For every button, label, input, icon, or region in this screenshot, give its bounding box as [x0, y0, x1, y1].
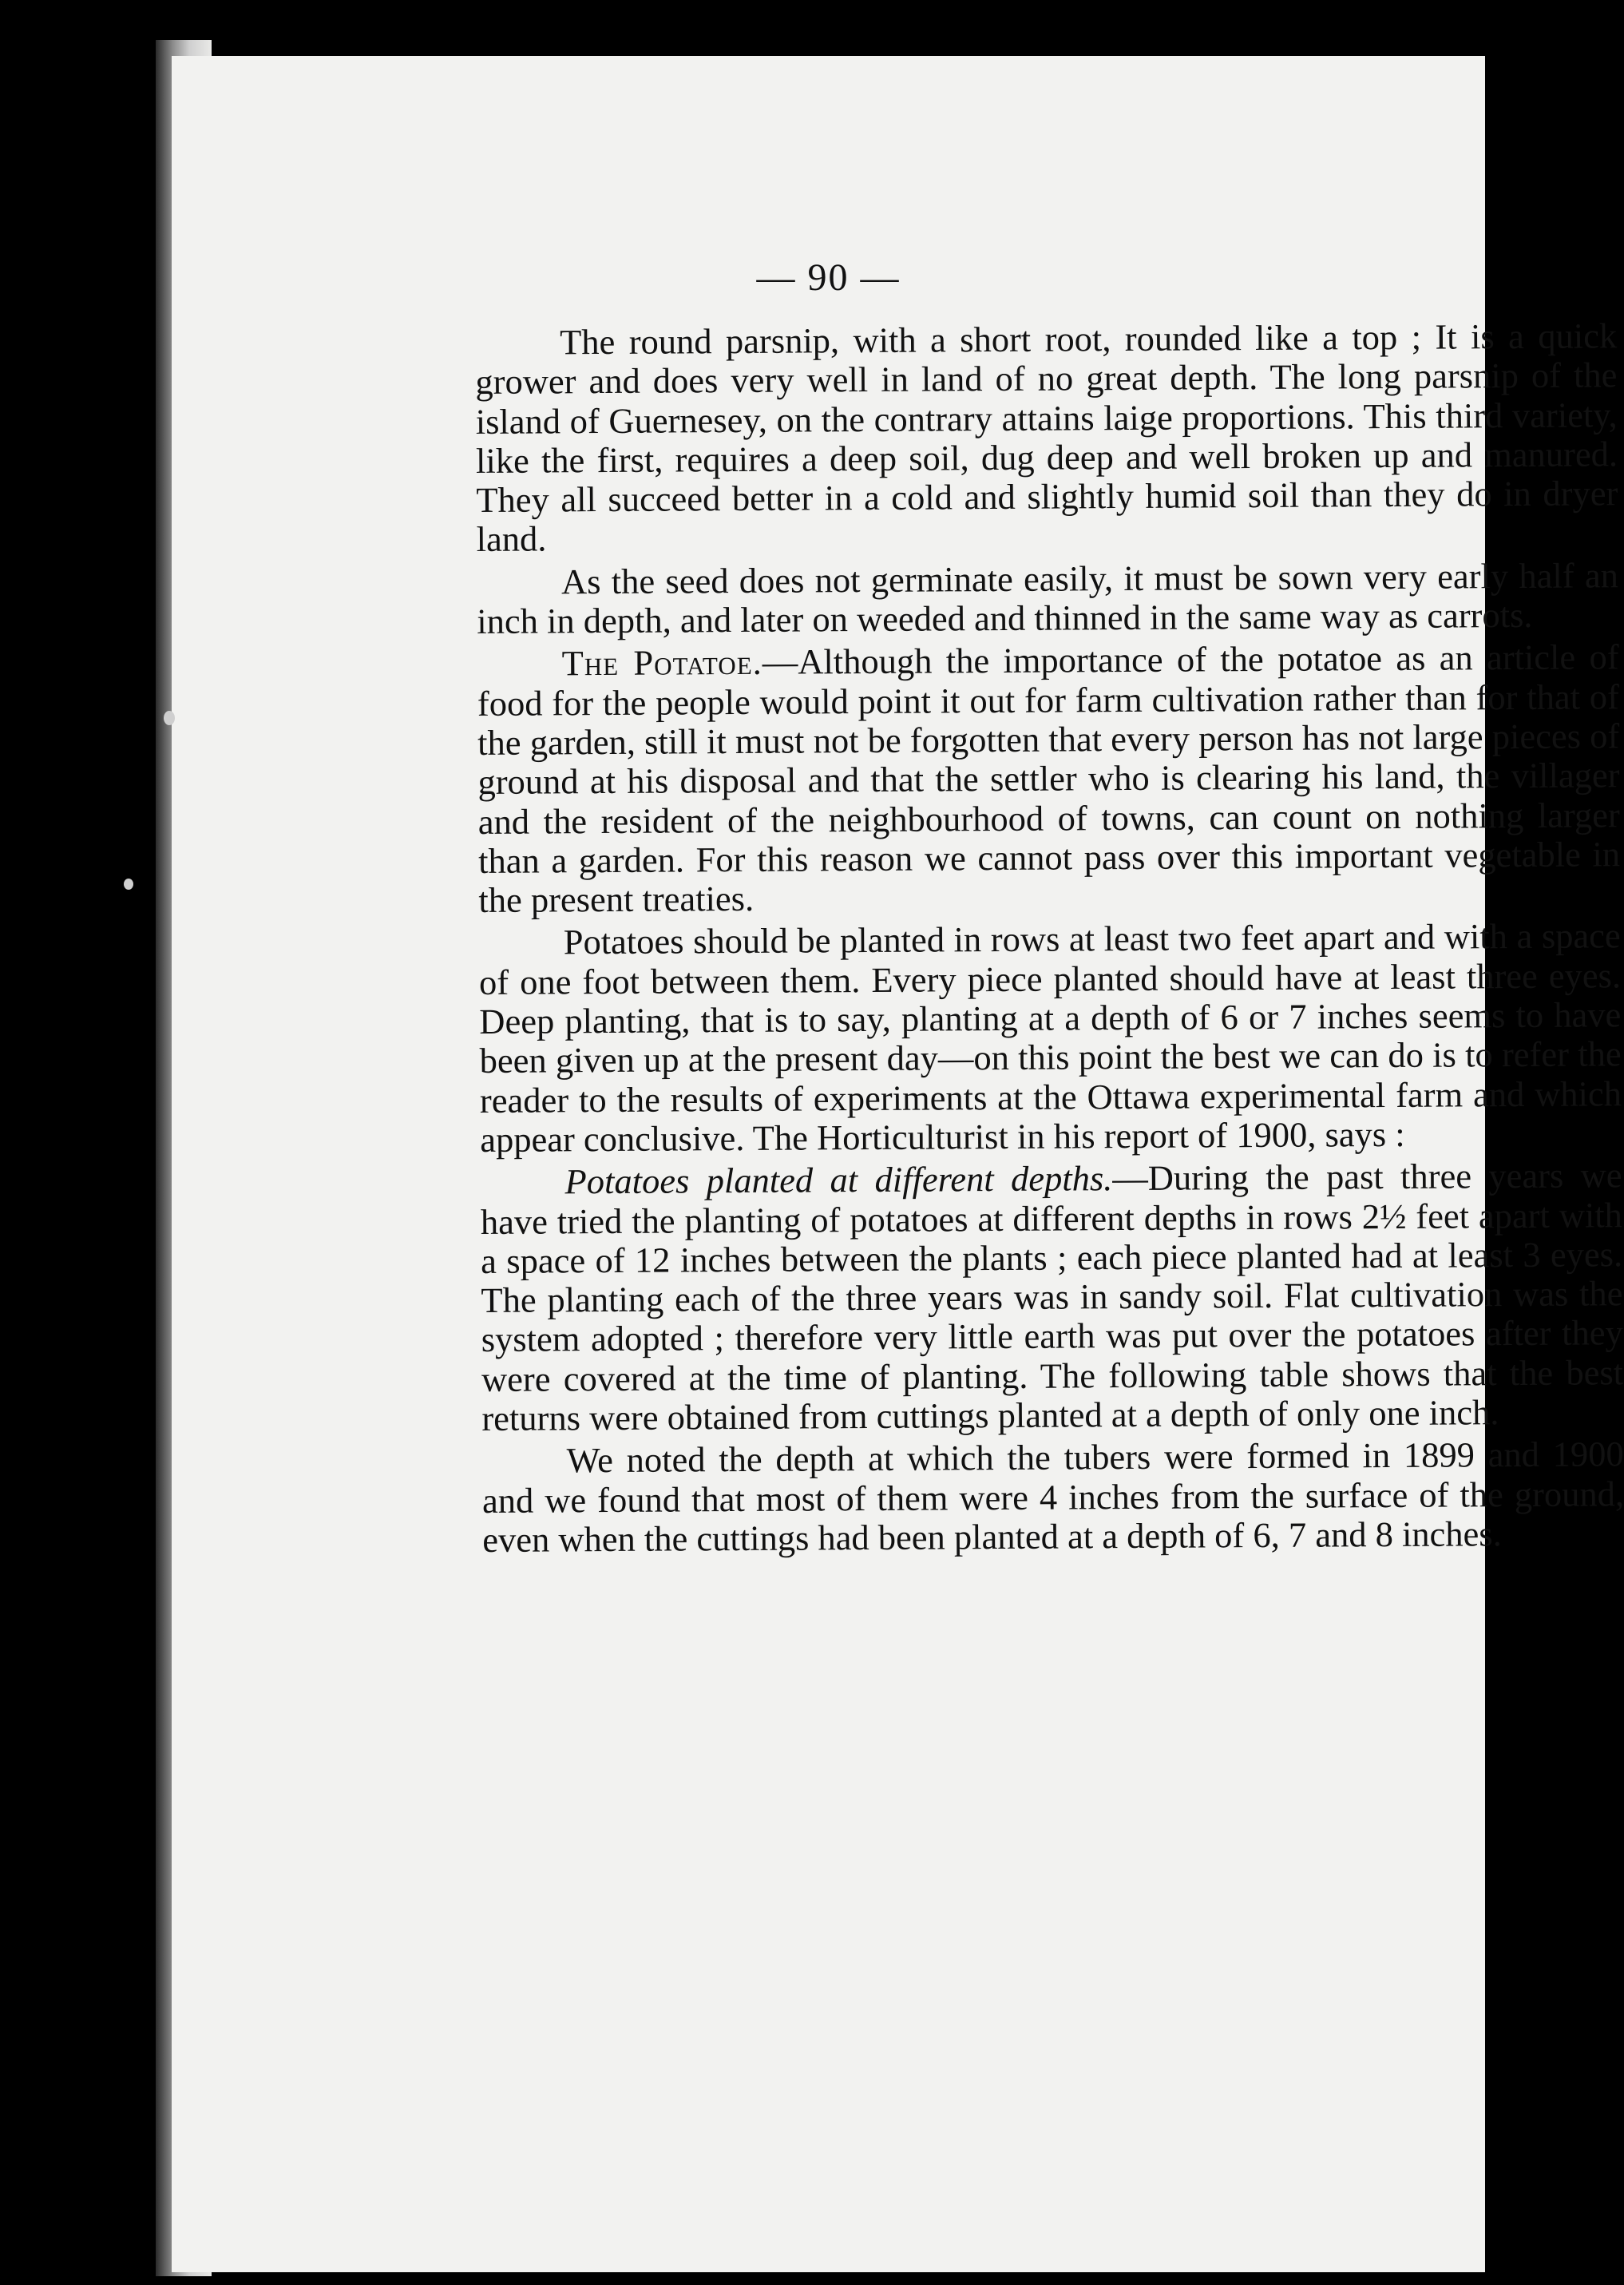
paragraph-text: —Although the importance of the potatoe as an article of food for the people would point it out for farm cultivation rather than for that of the garden, still it must not be forgotten that every person has not large pieces of ground at his disposal and that the settler who is clearing his land, the villager and the resident of the neighbourhood of towns, can count on nothing larger than a garden. For this reason we cannot pass over this important vegetable in the present treaties. — [477, 637, 1621, 921]
section-heading-planted-depths: Potatoes planted at different depths. — [564, 1158, 1113, 1202]
paragraph-text: —During the past three years we have tried the planting of potatoes at different depths in rows 2½ feet apart with a space of 12 inches between the plants ; each piece planted had at least 3 eyes. The planting each of the three years was in sandy soil. Flat cultivation was the system adopted ; therefore very little earth was put over the potatoes after they were covered at the time of planting. The following table shows that the best returns were obtained from cuttings planted at a depth of only one inch. — [480, 1155, 1624, 1438]
paper-speck — [164, 711, 175, 725]
paragraph-seed-sowing: As the seed does not germinate easily, it must be sown very early half an inch in depth, and later on weeded and thinned in the same way as carrots. — [477, 555, 1619, 642]
paper-speck — [124, 879, 133, 890]
paragraph-the-potatoe — [477, 638, 1620, 921]
section-heading-the-potatoe: The Potatoe. — [561, 642, 762, 684]
body-text — [475, 316, 1624, 1563]
paragraph-round-parsnip: The round parsnip, with a short root, rounded like a top ; It is a quick grower and does very well in land of no great depth. The long parsnip of the island of Guernesey, on the contrary attains laige proportions. This third variety, like the first, requires a deep soil, dug deep and well broken up and manured. They all succeed better in a cold and slightly humid soil than they do in dryer land. — [475, 315, 1618, 560]
page-number: — 90 — — [756, 256, 901, 299]
paragraph-tuber-depth: We noted the depth at which the tubers were formed in 1899 and 1900 and we found that most of them were 4 inches from the surface of the ground, even when the cuttings had been planted at a depth of 6, 7 and 8 inches. — [481, 1434, 1624, 1560]
paragraph-planting-rows: Potatoes should be planted in rows at least two feet apart and with a space of one foot between them. Every piece planted should have at least three eyes. Deep planting, that is to say, planting at a depth of 6 or 7 inches seems to have been given up at the present day—on this point the best we can do is to refer the reader to the results of experiments at the Ottawa experimental farm and which appear conclusive. The Horticulturist in his report of 1900, says : — [478, 915, 1622, 1160]
paragraph-planted-depths — [480, 1156, 1623, 1438]
book-page — [172, 56, 1624, 2272]
